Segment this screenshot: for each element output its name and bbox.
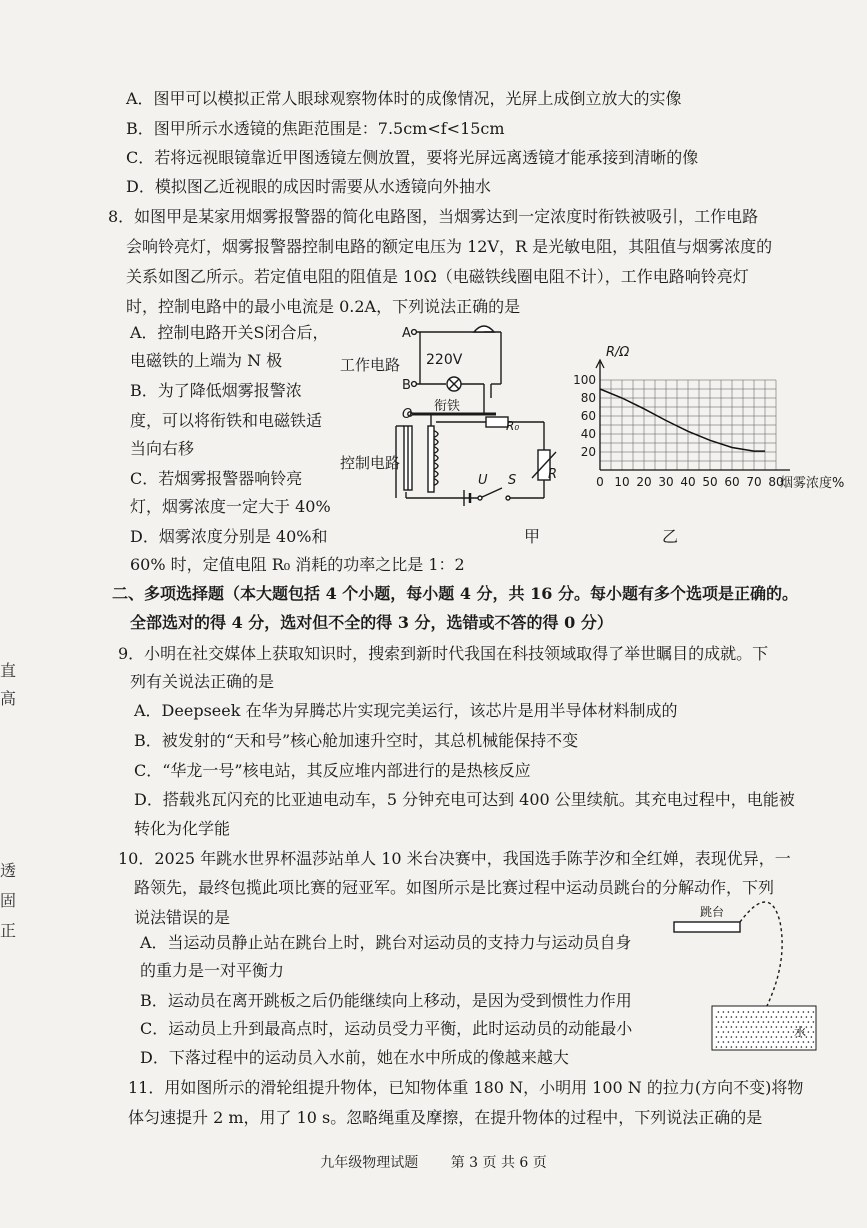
- q8-option-line: D．烟雾浓度分别是 40%和: [130, 527, 328, 546]
- q8-option-line: 度，可以将衔铁和电磁铁适: [130, 411, 323, 430]
- q8-stem-line: 时，控制电路中的最小电流是 0.2A，下列说法正确的是: [126, 297, 521, 316]
- q9-stem-cont: 列有关说法正确的是: [130, 672, 275, 691]
- q8-stem-line: 会响铃亮灯，烟雾报警器控制电路的额定电压为 12V，R 是光敏电阻，其阻值与烟雾浓度的: [126, 237, 773, 256]
- section-header: 二、多项选择题（本大题包括 4 个小题，每小题 4 分，共 16 分。每小题有多个选项是正确的。: [112, 584, 798, 603]
- q7-option-a: A．图甲可以模拟正常人眼球观察物体时的成像情况，光屏上成倒立放大的实像: [126, 89, 682, 108]
- q9-option-c: C．“华龙一号”核电站，其反应堆内部进行的是热核反应: [134, 761, 531, 780]
- y-tick-label: 60: [580, 409, 596, 423]
- footer-page-number: 第 3 页 共 6 页: [450, 1155, 547, 1171]
- q9-option-b: B．被发射的“天和号”核心舱加速升空时，其总机械能保持不变: [134, 731, 579, 750]
- q9-option-a: A．Deepseek 在华为昇腾芯片实现完美运行，该芯片是用半导体材料制成的: [134, 701, 678, 720]
- q10-option-b: B．运动员在离开跳板之后仍能继续向上移动，是因为受到惯性力作用: [140, 991, 632, 1010]
- q11-stem-cont: 体匀速提升 2 m，用了 10 s。忽略绳重及摩擦，在提升物体的过程中，下列说法正确的是: [128, 1108, 763, 1127]
- q9-option-d-cont: 转化为化学能: [134, 819, 231, 838]
- x-tick-label: 40: [680, 475, 696, 489]
- y-tick-label: 80: [580, 391, 596, 405]
- voltage-label: 220V: [426, 352, 463, 368]
- q8-stem-line: 关系如图乙所示。若定值电阻的阻值是 10Ω（电磁铁线圈电阻不计），工作电路响铃亮灯: [126, 267, 749, 286]
- resistance-curve: [600, 389, 765, 451]
- figure-caption-b: 乙: [662, 527, 679, 546]
- q8-option-line: 电磁铁的上端为 N 极: [130, 351, 283, 370]
- y-tick-label: 100: [573, 373, 596, 387]
- q7-option-d: D．模拟图乙近视眼的成因时需要从水透镜向外抽水: [126, 177, 491, 196]
- x-axis-label: 烟雾浓度%: [780, 476, 845, 491]
- q8-option-line: 灯，烟雾浓度一定大于 40%: [130, 497, 331, 516]
- circuit-diagram: [336, 318, 556, 508]
- q7-option-b: B．图甲所示水透镜的焦距范围是：7.5cm<f<15cm: [126, 119, 505, 138]
- q8-option-line: 当向右移: [130, 439, 195, 458]
- q8-option-line: C．若烟雾报警器响铃亮: [130, 469, 303, 488]
- y-tick-label: 20: [580, 445, 596, 459]
- margin-char: 正: [0, 921, 17, 940]
- q9-option-d: D．搭载兆瓦闪充的比亚迪电动车，5 分钟充电可达到 400 公里续航。其充电过程中，电能被: [134, 790, 795, 809]
- q10-stem-cont: 路领先，最终包揽此项比赛的冠亚军。如图所示是比赛过程中运动员跳台的分解动作，下列: [134, 878, 775, 897]
- x-tick-label: 10: [614, 475, 630, 489]
- water-label: 水: [794, 1025, 807, 1039]
- x-tick-label: 50: [702, 475, 718, 489]
- armature-label: 衔铁: [434, 399, 461, 414]
- pivot-o-label: O: [402, 407, 413, 422]
- q10-option-a: A．当运动员静止站在跳台上时，跳台对运动员的支持力与运动员自身: [140, 933, 632, 952]
- footer-subject: 九年级物理试题: [320, 1155, 419, 1171]
- q10-option-a-cont: 的重力是一对平衡力: [140, 961, 285, 980]
- x-tick-label: 60: [724, 475, 740, 489]
- work-circuit-label: 工作电路: [340, 356, 401, 374]
- q9-stem: 9．小明在社交媒体上获取知识时，搜索到新时代我国在科技领域取得了举世瞩目的成就。下: [118, 644, 769, 663]
- margin-char: 固: [0, 891, 17, 910]
- x-tick-label: 30: [658, 475, 674, 489]
- platform-label: 跳台: [700, 905, 725, 919]
- r0-label: R₀: [506, 419, 520, 433]
- q8-stem-line: 8．如图甲是某家用烟雾报警器的简化电路图，当烟雾达到一定浓度时衔铁被吸引，工作电路: [108, 207, 759, 226]
- control-circuit-label: 控制电路: [340, 454, 401, 472]
- q10-stem-cont: 说法错误的是: [134, 908, 231, 927]
- diving-figure: [670, 896, 820, 1056]
- y-axis-label: R/Ω: [606, 345, 630, 360]
- q10-option-d: D．下落过程中的运动员入水前，她在水中所成的像越来越大: [140, 1048, 569, 1067]
- margin-char: 透: [0, 861, 17, 880]
- figure-caption-a: 甲: [524, 527, 541, 546]
- q11-stem: 11．用如图所示的滑轮组提升物体，已知物体重 180 N，小明用 100 N 的拉力(方向不变)将物: [128, 1078, 804, 1097]
- terminal-b-label: B: [402, 378, 411, 393]
- q8-option-line: B．为了降低烟雾报警浓: [130, 381, 302, 400]
- section-header-cont: 全部选对的得 4 分，选对但不全的得 3 分，选错或不答的得 0 分）: [130, 613, 613, 632]
- q8-option-line: 60% 时，定值电阻 R₀ 消耗的功率之比是 1：2: [130, 555, 465, 574]
- x-tick-label: 0: [596, 475, 604, 489]
- margin-char: 直: [0, 661, 17, 680]
- x-tick-label: 80: [768, 475, 784, 489]
- r-label: R: [548, 467, 558, 482]
- terminal-a-label: A: [402, 326, 411, 341]
- y-tick-label: 40: [580, 427, 596, 441]
- q8-option-line: A．控制电路开关S闭合后，: [130, 323, 329, 342]
- u-label: U: [478, 473, 488, 488]
- q10-stem: 10．2025 年跳水世界杯温莎站单人 10 米台决赛中，我国选手陈芋汐和全红婵，表现优异，一: [118, 849, 791, 868]
- s-label: S: [508, 473, 517, 488]
- x-tick-label: 20: [636, 475, 652, 489]
- margin-char: 高: [0, 689, 17, 708]
- q10-option-c: C．运动员上升到最高点时，运动员受力平衡，此时运动员的动能最小: [140, 1019, 633, 1038]
- smoke-resistance-chart: [560, 340, 845, 510]
- page-footer: [0, 1152, 867, 1172]
- x-tick-label: 70: [746, 475, 762, 489]
- q7-option-c: C．若将远视眼镜靠近甲图透镜左侧放置，要将光屏远离透镜才能承接到清晰的像: [126, 148, 699, 167]
